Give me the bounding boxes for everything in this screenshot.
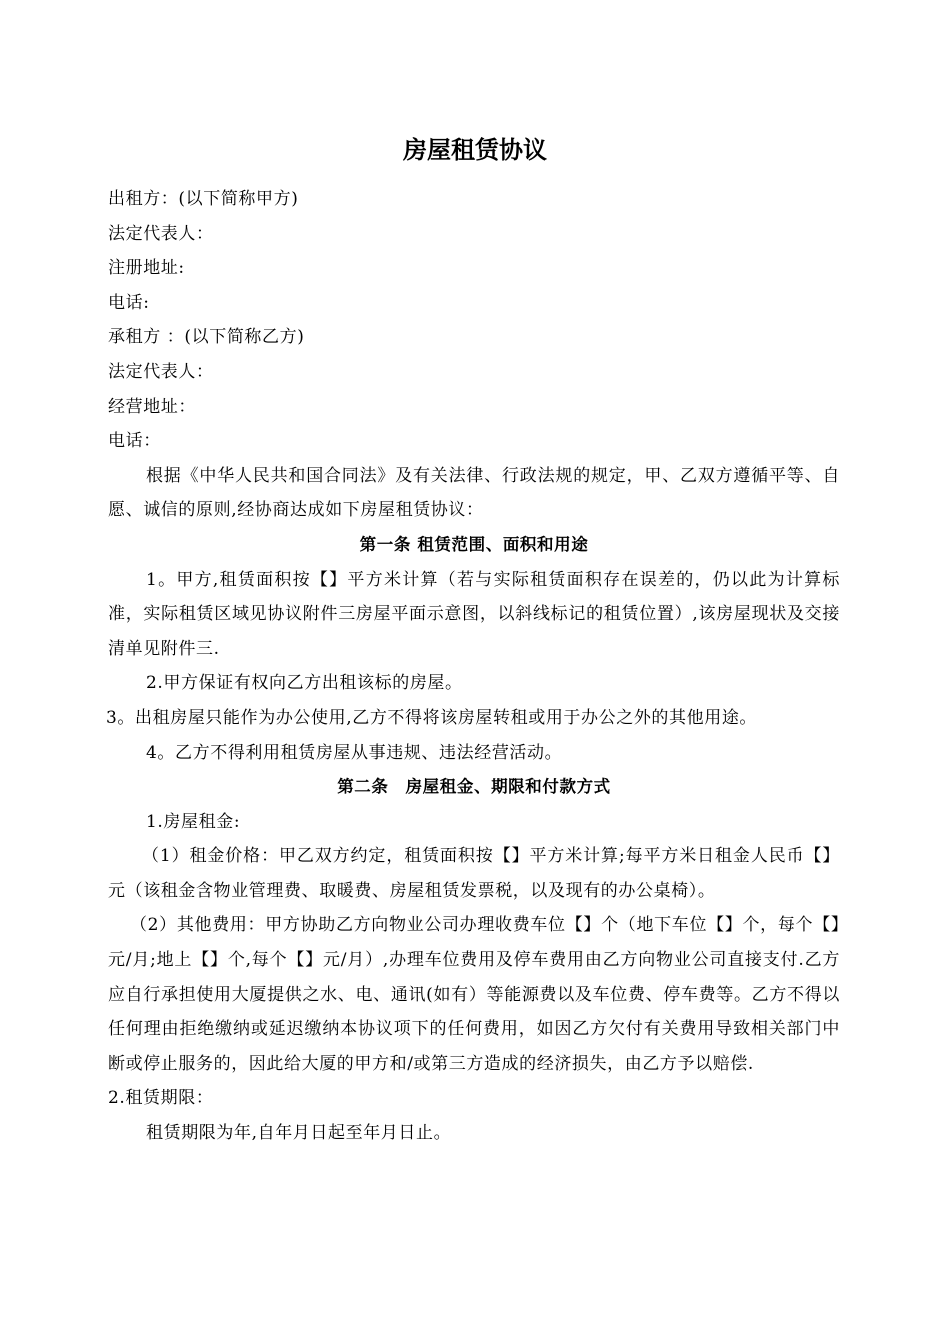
article2-sub1: 1.房屋租金: (146, 811, 241, 832)
lessor-address-line: 注册地址: (108, 258, 185, 279)
lessor-line: 出租方：(以下简称甲方) (108, 189, 299, 209)
document-body (108, 182, 840, 1151)
article2-other-fees-paragraph: （2）其他费用：甲方协助乙方向物业公司办理收费车位【】个（地下车位【】个，每个【】元/月;地上【】个,每个【】元/月）,办理车位费用及停车费用由乙方向物业公司直接支付.乙方应自行承担使用大厦提供之水、电、通讯(如有）等能源费以及车位费、停车费等。乙方不得以任何理由拒绝缴纳或延迟缴纳本协议项下的任何费用，如因乙方欠付有关费用导致相关部门中断或停止服务的，因此给大厦的甲方和/或第三方造成的经济损失，由乙方予以赔偿. (108, 915, 840, 1074)
lessor-representative-line: 法定代表人： (108, 223, 214, 244)
article2-sub2: 2.租赁期限： (108, 1088, 214, 1109)
preamble-paragraph: 根据《中华人民共和国合同法》及有关法律、行政法规的规定，甲、乙双方遵循平等、自愿、诚信的原则,经协商达成如下房屋租赁协议： (108, 465, 840, 521)
article2-heading: 第二条 房屋租金、期限和付款方式 (337, 777, 611, 797)
document-title: 房屋租赁协议 (403, 136, 547, 164)
article2-term-line: 租赁期限为年,自年月日起至年月日止。 (146, 1123, 452, 1144)
lessee-line: 承租方 ：(以下简称乙方) (108, 327, 305, 348)
article2-price-paragraph: （1）租金价格：甲乙双方约定，租赁面积按【】平方米计算;每平方米日租金人民币【】元（该租金含物业管理费、取暖费、房屋租赁发票税，以及现有的办公桌椅）。 (108, 846, 840, 901)
article1-item3: 3。出租房屋只能作为办公使用,乙方不得将该房屋转租或用于办公之外的其他用途。 (106, 707, 758, 728)
lessor-phone-line: 电话: (108, 292, 150, 313)
lessee-phone-line: 电话： (108, 431, 161, 452)
lessee-address-line: 经营地址： (108, 396, 196, 417)
article1-item1: 1。甲方,租赁面积按【】平方米计算（若与实际租赁面积存在误差的，仍以此为计算标准，实际租赁区域见协议附件三房屋平面示意图，以斜线标记的租赁位置）,该房屋现状及交接清单见附件三. (108, 569, 840, 659)
article1-item4: 4。乙方不得利用租赁房屋从事违规、违法经营活动。 (146, 742, 563, 763)
article1-item2: 2.甲方保证有权向乙方出租该标的房屋。 (146, 673, 463, 694)
article1-heading: 第一条 租赁范围、面积和用途 (359, 534, 589, 554)
lessee-representative-line: 法定代表人： (108, 361, 214, 382)
